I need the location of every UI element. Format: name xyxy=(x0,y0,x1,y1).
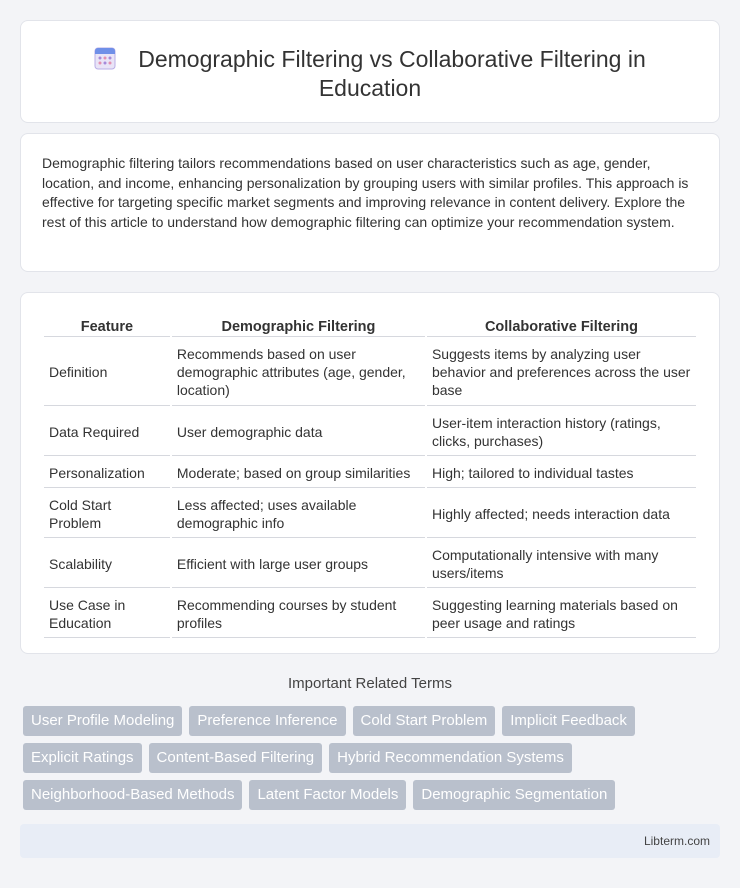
demographic-cell: Less affected; uses available demographic info xyxy=(172,490,425,538)
table-row xyxy=(44,490,696,538)
row-label: Personalization xyxy=(44,458,170,488)
row-label: Definition xyxy=(44,339,170,406)
footer-site-link[interactable]: Libterm.com xyxy=(643,834,710,848)
tag-hybrid-recommendation-systems[interactable]: Hybrid Recommendation Systems xyxy=(329,743,572,773)
collaborative-cell: Highly affected; needs interaction data xyxy=(427,490,696,538)
tag-implicit-feedback[interactable]: Implicit Feedback xyxy=(502,706,635,736)
row-label: Scalability xyxy=(44,540,170,588)
tag-row xyxy=(23,780,723,810)
related-terms-heading: Important Related Terms xyxy=(288,675,452,692)
table-row xyxy=(44,458,696,488)
demographic-cell: Recommending courses by student profiles xyxy=(172,590,425,638)
comparison-table xyxy=(42,315,698,640)
demographic-cell: Efficient with large user groups xyxy=(172,540,425,588)
header-demographic: Demographic Filtering xyxy=(172,317,425,337)
comparison-card xyxy=(20,292,720,654)
collaborative-cell: High; tailored to individual tastes xyxy=(427,458,696,488)
tag-row xyxy=(23,743,723,773)
table-row xyxy=(44,590,696,638)
demographic-cell: Moderate; based on group similarities xyxy=(172,458,425,488)
title-card xyxy=(20,20,720,123)
tag-row xyxy=(23,706,723,736)
row-label: Cold Start Problem xyxy=(44,490,170,538)
intro-paragraph: Demographic filtering tailors recommendations based on user characteristics such as age, gender, location, and income, enhancing personalization by grouping users with similar profiles. This approach is effective for targeting specific market segments and improving relevance in content delivery. Explore the rest of this article to understand how demographic filtering can optimize your recommendation system. xyxy=(42,155,689,230)
page-title xyxy=(21,45,719,103)
footer xyxy=(20,824,720,858)
tag-explicit-ratings[interactable]: Explicit Ratings xyxy=(23,743,142,773)
tag-latent-factor-models[interactable]: Latent Factor Models xyxy=(249,780,406,810)
collaborative-cell: Suggesting learning materials based on peer usage and ratings xyxy=(427,590,696,638)
tag-user-profile-modeling[interactable]: User Profile Modeling xyxy=(23,706,182,736)
related-terms-list xyxy=(23,706,723,817)
table-row xyxy=(44,408,696,456)
table-header-row xyxy=(44,317,696,337)
table-row xyxy=(44,339,696,406)
tag-cold-start-problem[interactable]: Cold Start Problem xyxy=(353,706,496,736)
collaborative-cell: Suggests items by analyzing user behavior and preferences across the user base xyxy=(427,339,696,406)
tag-neighborhood-based-methods[interactable]: Neighborhood-Based Methods xyxy=(23,780,242,810)
demographic-cell: Recommends based on user demographic attributes (age, gender, location) xyxy=(172,339,425,406)
tag-content-based-filtering[interactable]: Content-Based Filtering xyxy=(149,743,323,773)
tag-preference-inference[interactable]: Preference Inference xyxy=(189,706,345,736)
row-label: Use Case in Education xyxy=(44,590,170,638)
demographic-cell: User demographic data xyxy=(172,408,425,456)
header-collaborative: Collaborative Filtering xyxy=(427,317,696,337)
row-label: Data Required xyxy=(44,408,170,456)
tag-demographic-segmentation[interactable]: Demographic Segmentation xyxy=(413,780,615,810)
collaborative-cell: Computationally intensive with many users/items xyxy=(427,540,696,588)
intro-card xyxy=(20,133,720,272)
collaborative-cell: User-item interaction history (ratings, clicks, purchases) xyxy=(427,408,696,456)
title-line-2: Education xyxy=(318,75,422,101)
calendar-grid-icon xyxy=(94,46,116,70)
title-line-1: Demographic Filtering vs Collaborative Filtering in xyxy=(138,46,646,72)
header-feature: Feature xyxy=(44,317,170,337)
table-row xyxy=(44,540,696,588)
